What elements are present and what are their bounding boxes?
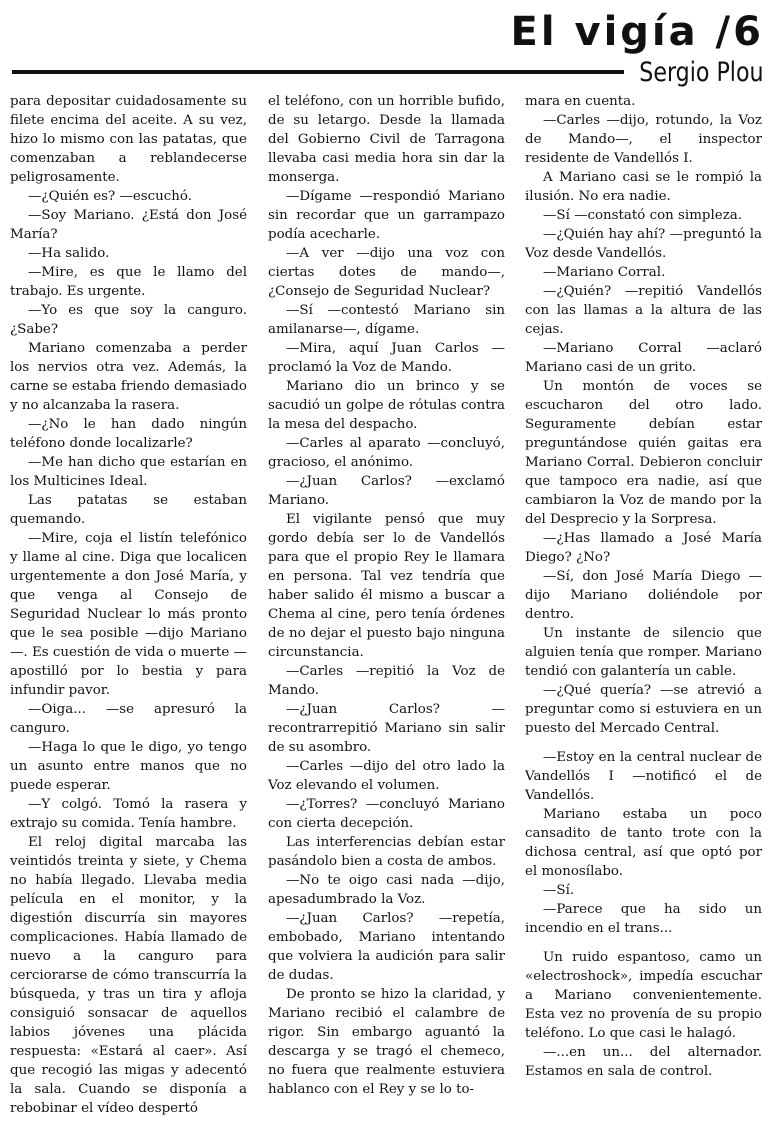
column-3 (525, 92, 762, 1117)
paragraph: —Mariano Corral —aclaró Mariano casi de un grito. (525, 341, 762, 375)
paragraph: El vigilante pensó que muy gordo debía ser lo de Vandellós para que el propio Rey le llamara en persona. Tal vez tendría que haber salido él mismo a buscar a Chema al cine, pero tenía órdenes de no dejar el puesto bajo ninguna circunstancia. (268, 512, 505, 660)
paragraph: —...en un... del alternador. Estamos en sala de control. (525, 1045, 762, 1079)
paragraph: —Mariano Corral. (543, 265, 666, 280)
paragraph: —¿Juan Carlos? —recontrarrepitió Mariano sin salir de su asombro. (268, 702, 505, 755)
paragraph: —¿Torres? —concluyó Mariano con cierta decepción. (268, 797, 505, 831)
paragraph: —Carles —repitió la Voz de Mando. (268, 664, 505, 698)
paragraph: —¿Qué quería? —se atrevió a preguntar como si estuviera en un puesto del Mercado Central. (525, 683, 762, 736)
paragraph: Mariano dio un brinco y se sacudió un golpe de rótulas contra la mesa del despacho. (268, 379, 505, 432)
paragraph: —Carles —dijo del otro lado la Voz elevando el volumen. (268, 759, 505, 793)
paragraph: —Mire, es que le llamo del trabajo. Es urgente. (10, 265, 247, 299)
paragraph: —Oiga... —se apresuró la canguro. (10, 702, 247, 736)
paragraph: —Mire, coja el listín telefónico y llame al cine. Diga que localicen urgentemente a don José María, y que venga al Consejo de Seguridad Nuclear lo más pronto que le sea posible —dijo Mariano—. Es cuestión de vida o muerte —apostilló por lo bestia y para infundir pavor. (10, 531, 247, 698)
paragraph: Un instante de silencio que alguien tenía que romper. Mariano tendió con galantería un cable. (525, 626, 762, 679)
paragraph: —¿Juan Carlos? —repetía, embobado, Mariano intentando que volviera la audición para salir de dudas. (268, 911, 505, 983)
paragraph: —Me han dicho que estarían en los Multicines Ideal. (10, 455, 247, 489)
paragraph: Mariano comenzaba a perder los nervios otra vez. Además, la carne se estaba friendo demasiado y no alcanzaba la rasera. (10, 341, 247, 413)
paragraph: —¿Quién es? —escuchó. (28, 189, 193, 204)
paragraph: Un montón de voces se escucharon del otro lado. Seguramente debían estar preguntándose quién gaitas era Mariano Corral. Debieron concluir que tampoco era nadie, así que cambiaron la Voz de mando por la del Desprecio y la Sorpresa. (525, 379, 762, 527)
paragraph: —Y colgó. Tomó la rasera y extrajo su comida. Tenía hambre. (10, 797, 247, 831)
paragraph: —Sí, don José María Diego —dijo Mariano doliéndole por dentro. (525, 569, 762, 622)
section-title: El vigía /6 (510, 9, 764, 55)
paragraph: —Sí —constató con simpleza. (543, 208, 742, 223)
paragraph: —Sí. (543, 883, 575, 898)
header-rule (12, 70, 624, 74)
paragraph: —Carles al aparato —concluyó, gracioso, el anónimo. (268, 436, 505, 470)
article-body (10, 92, 762, 1117)
column-1 (10, 92, 247, 1117)
paragraph: —Dígame —respondió Mariano sin recordar que un garrampazo podía acecharle. (268, 189, 505, 242)
paragraph: Un ruido espantoso, camo un «electroshock», impedía escuchar a Mariano convenientemente. Esta vez no provenía de su propio teléfono. Lo que casi le halagó. (525, 950, 762, 1041)
paragraph: —¿Quién hay ahí? —preguntó la Voz desde Vandellós. (525, 227, 762, 261)
column-2 (268, 92, 505, 1117)
paragraph: De pronto se hizo la claridad, y Mariano recibió el calambre de rigor. Sin embargo aguantó la descarga y se tragó el chemeco, no fuera que realmente estuviera hablanco con el Rey y se lo to- (268, 987, 505, 1097)
paragraph: —Parece que ha sido un incendio en el trans... (525, 902, 762, 936)
paragraph: —Yo es que soy la canguro. ¿Sabe? (10, 303, 247, 337)
paragraph: —Ha salido. (28, 246, 110, 261)
paragraph: El reloj digital marcaba las veintidós treinta y siete, y Chema no había llegado. Llevaba media película en el monitor, y la digestión discurría sin mayores complicaciones. Había llamado de nuevo a la canguro para cerciorarse de cómo transcurría la búsqueda, y tras un tira y afloja consiguió sonsacar de aquellos labios jóvenes una plácida respuesta: «Estará al caer». Así que recogió las migas y adecentó la sala. Cuando se disponía a rebobinar el vídeo despertó (10, 835, 247, 1116)
masthead (0, 0, 770, 96)
paragraph: —Sí —contestó Mariano sin amilanarse—, dígame. (268, 303, 505, 337)
paragraph: el teléfono, con un horrible bufido, de su letargo. Desde la llamada del Gobierno Civil de Tarragona llevaba casi media hora sin dar la monserga. (268, 94, 505, 185)
paragraph: —Soy Mariano. ¿Está don José María? (10, 208, 247, 242)
paragraph: A Mariano casi se le rompió la ilusión. No era nadie. (525, 170, 762, 204)
paragraph: —¿Quién? —repitió Vandellós con las llamas a la altura de las cejas. (525, 284, 762, 337)
paragraph: —¿No le han dado ningún teléfono donde localizarle? (10, 417, 247, 451)
paragraph: —Carles —dijo, rotundo, la Voz de Mando—, el inspector residente de Vandellós I. (525, 113, 762, 166)
paragraph: —Estoy en la central nuclear de Vandellós I —notificó el de Vandellós. (525, 750, 762, 803)
paragraph: —Mira, aquí Juan Carlos —proclamó la Voz de Mando. (268, 341, 505, 375)
paragraph: —Haga lo que le digo, yo tengo un asunto entre manos que no puede esperar. (10, 740, 247, 793)
paragraph: —No te oigo casi nada —dijo, apesadumbrado la Voz. (268, 873, 505, 907)
paragraph: Las patatas se estaban quemando. (10, 493, 247, 527)
paragraph: para depositar cuidadosamente su filete encima del aceite. A su vez, hizo lo mismo con las patatas, que comenzaban a reblandecerse peligrosamente. (10, 94, 247, 185)
paragraph: —¿Has llamado a José María Diego? ¿No? (525, 531, 762, 565)
paragraph: —A ver —dijo una voz con ciertas dotes de mando—, ¿Consejo de Seguridad Nuclear? (268, 246, 505, 299)
paragraph: mara en cuenta. (525, 94, 636, 109)
paragraph: Las interferencias debían estar pasándolo bien a costa de ambos. (268, 835, 505, 869)
author-byline: Sergio Plou (639, 57, 764, 88)
paragraph: —¿Juan Carlos? —exclamó Mariano. (268, 474, 505, 508)
paragraph: Mariano estaba un poco cansadito de tanto trote con la dichosa central, así que optó por el monosílabo. (525, 807, 762, 879)
